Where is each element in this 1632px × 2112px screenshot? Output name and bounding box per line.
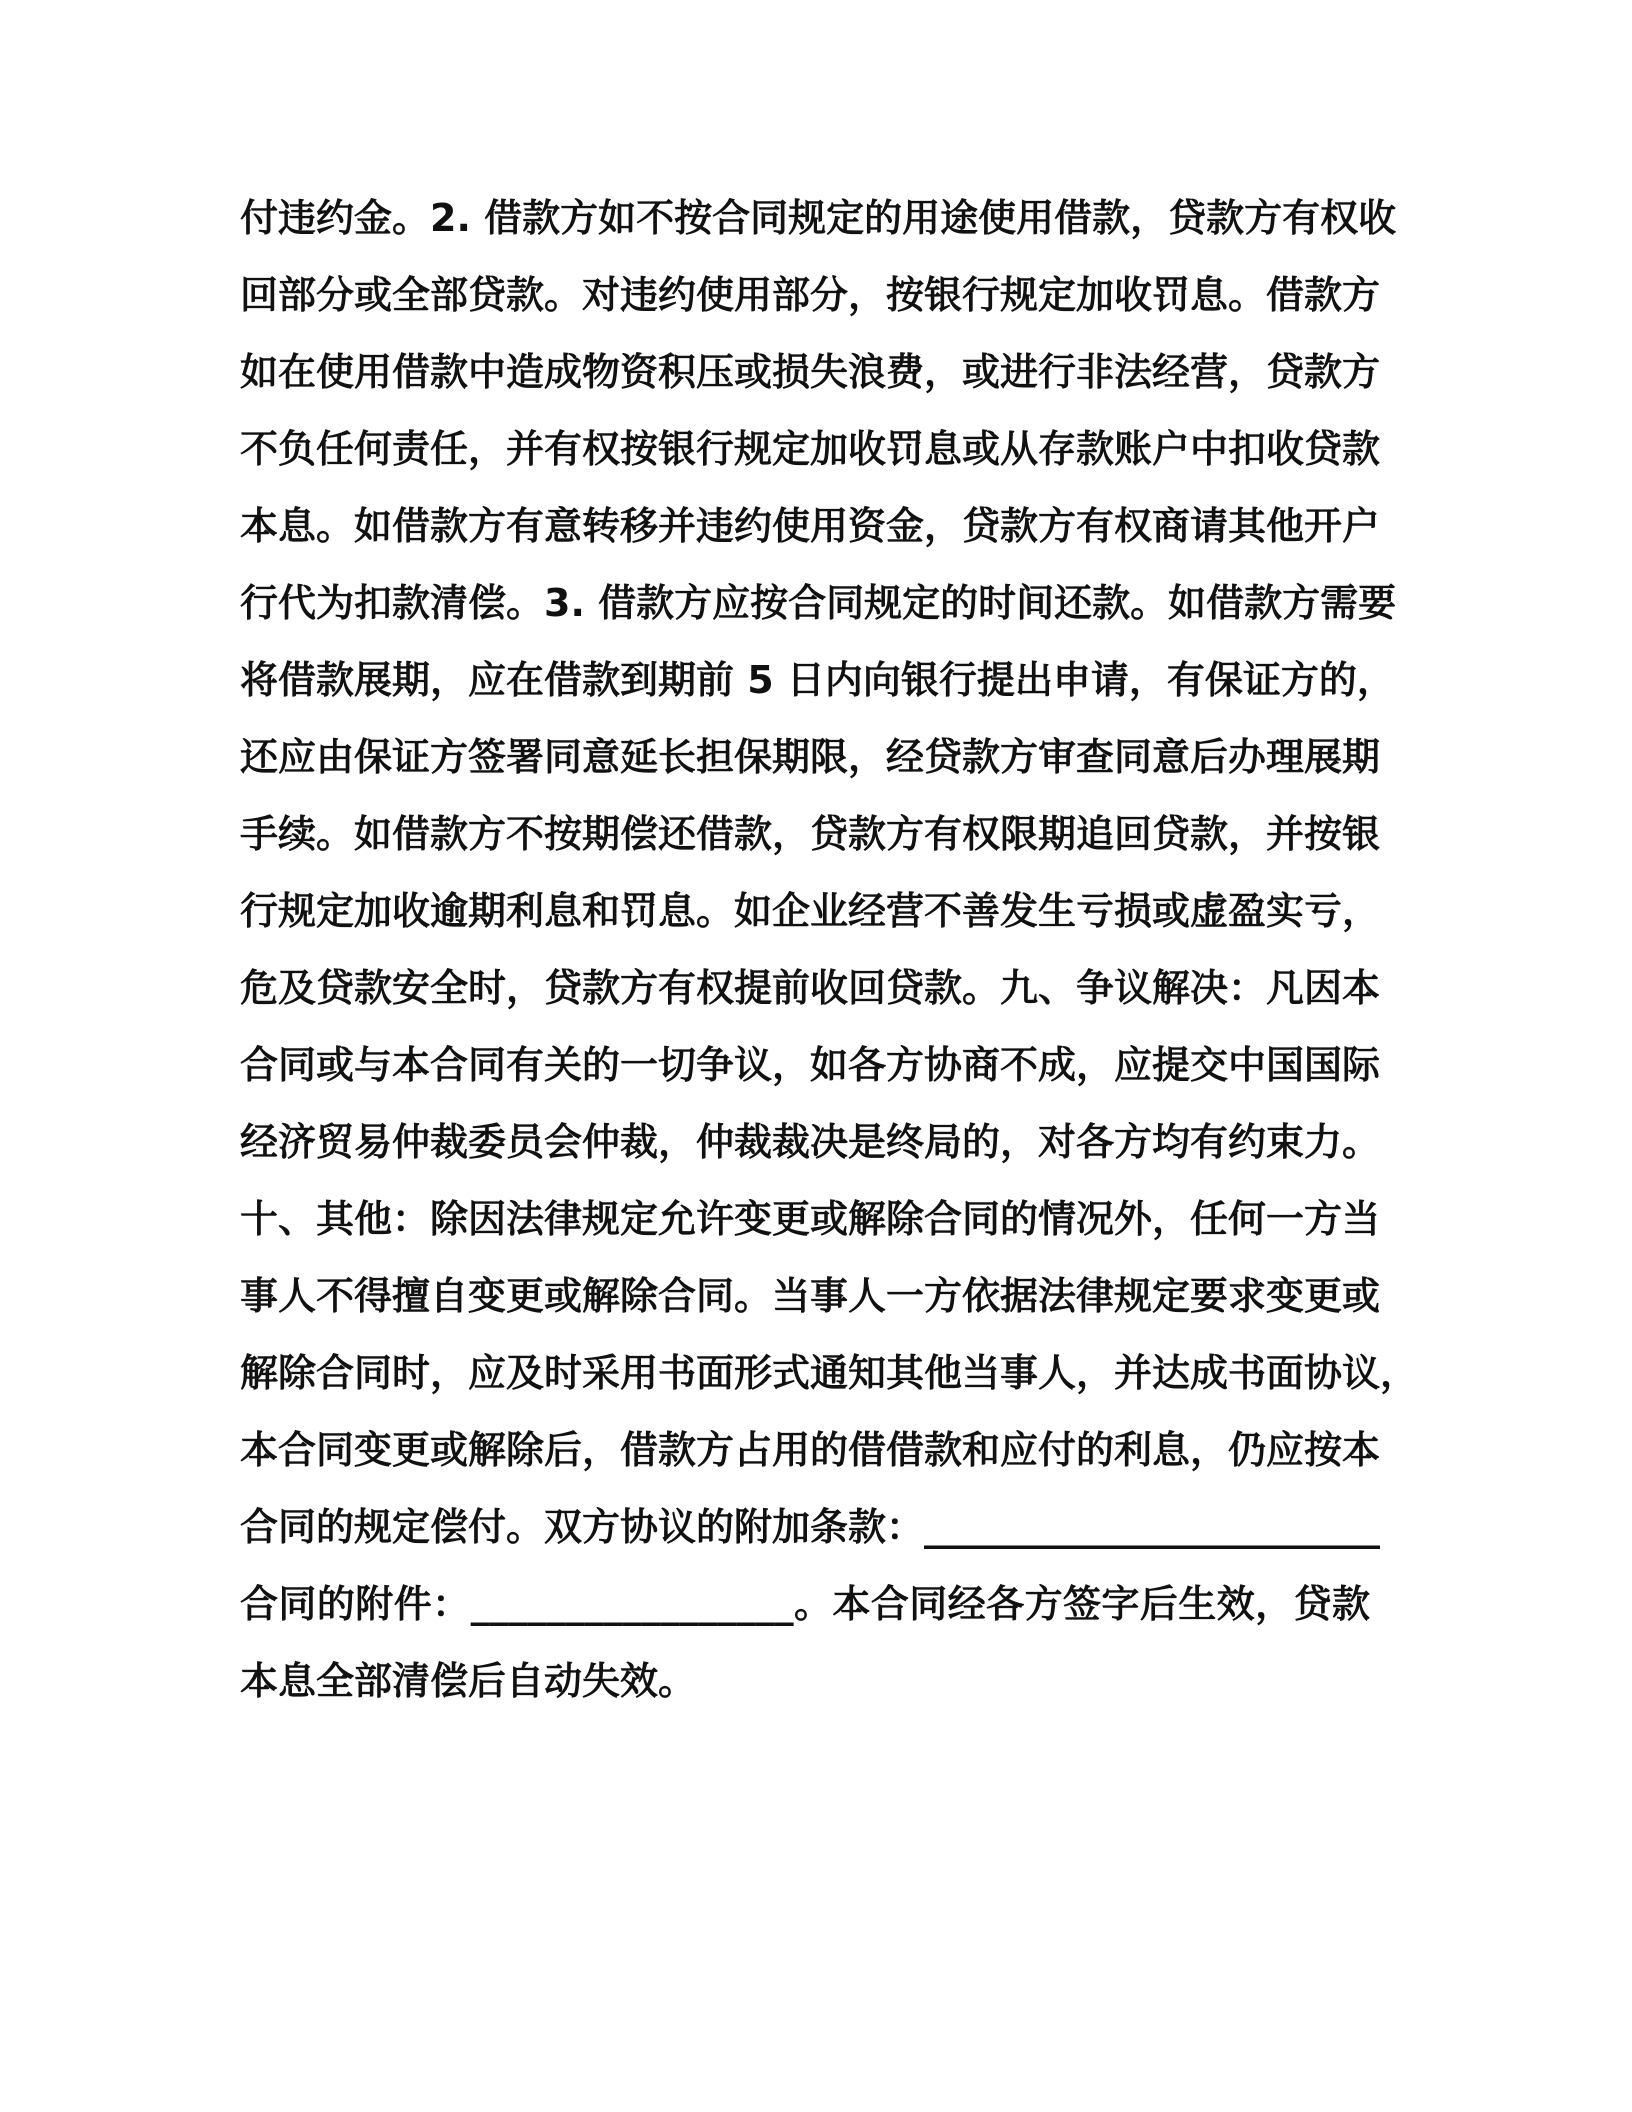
text-line: 手续。如借款方不按期偿还借款，贷款方有权限期追回贷款，并按银 xyxy=(240,812,1381,856)
text-line: 如在使用借款中造成物资积压或损失浪费，或进行非法经营，贷款方 xyxy=(240,350,1381,394)
text-line: 危及贷款安全时，贷款方有权提前收回贷款。九、争议解决：凡因本 xyxy=(240,966,1381,1010)
text-line: 将借款展期，应在借款到期前 5 日内向银行提出申请，有保证方的， xyxy=(240,658,1395,702)
text-line: 还应由保证方签署同意延长担保期限，经贷款方审查同意后办理展期 xyxy=(240,735,1381,779)
text-line: 合同或与本合同有关的一切争议，如各方协商不成，应提交中国国际 xyxy=(240,1043,1381,1087)
text-line: 合同的附件：_________________。本合同经各方签字后生效，贷款 xyxy=(240,1582,1370,1626)
text-line: 事人不得擅自变更或解除合同。当事人一方依据法律规定要求变更或 xyxy=(240,1274,1381,1318)
text-line: 行规定加收逾期利息和罚息。如企业经营不善发生亏损或虚盈实亏， xyxy=(240,889,1381,933)
text-line: 本息。如借款方有意转移并违约使用资金，贷款方有权商请其他开户 xyxy=(240,504,1381,548)
text-line: 不负任何责任，并有权按银行规定加收罚息或从存款账户中扣收贷款 xyxy=(240,427,1381,471)
text-line: 回部分或全部贷款。对违约使用部分，按银行规定加收罚息。借款方 xyxy=(240,273,1381,317)
text-line: 本合同变更或解除后，借款方占用的借借款和应付的利息，仍应按本 xyxy=(240,1428,1381,1472)
contract-body-text xyxy=(240,185,1419,1725)
text-line: 合同的规定偿付。双方协议的附加条款：________________________ xyxy=(240,1505,1381,1549)
text-line: 解除合同时，应及时采用书面形式通知其他当事人，并达成书面协议， xyxy=(240,1351,1419,1395)
text-line: 经济贸易仲裁委员会仲裁，仲裁裁决是终局的，对各方均有约束力。 xyxy=(240,1120,1381,1164)
text-line-last: 本息全部清偿后自动失效。 xyxy=(240,1659,697,1703)
text-line: 行代为扣款清偿。3. 借款方应按合同规定的时间还款。如借款方需要 xyxy=(240,581,1397,625)
text-line: 十、其他：除因法律规定允许变更或解除合同的情况外，任何一方当 xyxy=(240,1197,1381,1241)
text-line: 付违约金。2. 借款方如不按合同规定的用途使用借款，贷款方有权收 xyxy=(240,196,1397,240)
